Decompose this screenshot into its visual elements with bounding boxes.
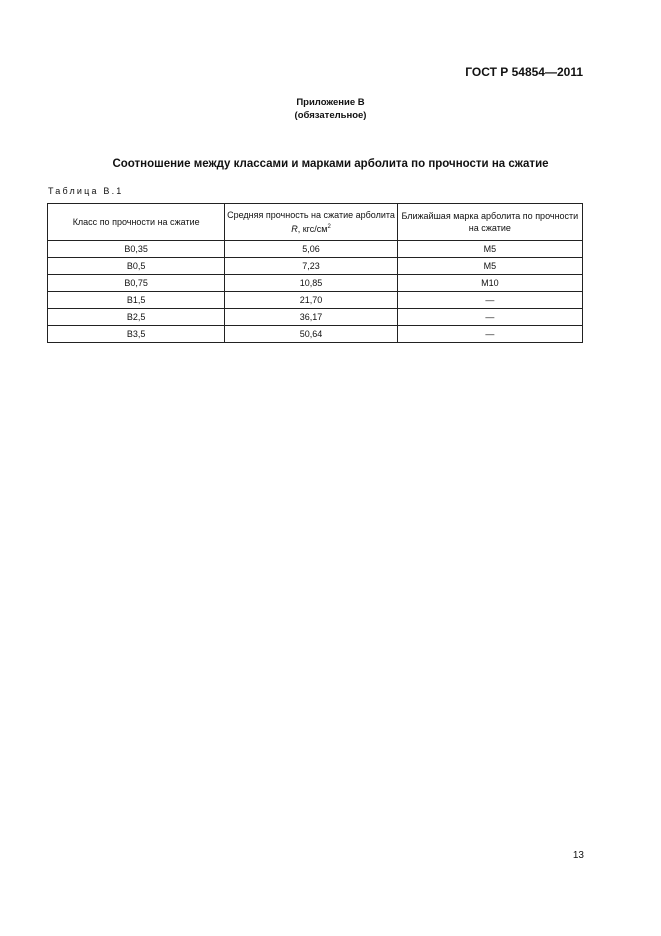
table-label: Таблица В.1 — [48, 186, 124, 196]
cell-strength: 10,85 — [225, 275, 397, 292]
table-row — [48, 258, 583, 275]
table-row — [48, 309, 583, 326]
cell-class: B0,75 — [48, 275, 225, 292]
cell-strength: 50,64 — [225, 326, 397, 343]
cell-grade: — — [397, 292, 582, 309]
cell-strength: 36,17 — [225, 309, 397, 326]
section-heading: Соотношение между классами и марками арболита по прочности на сжатие — [112, 158, 549, 170]
cell-strength: 21,70 — [225, 292, 397, 309]
cell-class: B1,5 — [48, 292, 225, 309]
table-body — [48, 241, 583, 343]
column-header-grade: Ближайшая марка арболита по прочности на сжатие — [397, 204, 582, 241]
table-row — [48, 241, 583, 258]
annex-block — [0, 96, 661, 122]
strength-unit: , кгс/см — [297, 224, 328, 234]
cell-grade: — — [397, 326, 582, 343]
table-header-row — [48, 204, 583, 241]
annex-status: (обязательное) — [294, 110, 367, 121]
cell-class: B3,5 — [48, 326, 225, 343]
strength-symbol: R — [291, 224, 298, 234]
document-code: ГОСТ Р 54854—2011 — [465, 65, 583, 79]
column-header-class: Класс по прочности на сжатие — [48, 204, 225, 241]
cell-grade: M5 — [397, 258, 582, 275]
cell-grade: M5 — [397, 241, 582, 258]
cell-strength: 5,06 — [225, 241, 397, 258]
column-header-strength-text: Средняя прочность на сжатие арболита — [227, 210, 395, 220]
cell-grade: — — [397, 309, 582, 326]
cell-grade: M10 — [397, 275, 582, 292]
cell-class: B0,35 — [48, 241, 225, 258]
data-table — [47, 203, 583, 343]
table-row — [48, 275, 583, 292]
table-row — [48, 292, 583, 309]
cell-strength: 7,23 — [225, 258, 397, 275]
strength-unit-exponent: 2 — [327, 224, 331, 230]
column-header-strength — [225, 204, 397, 241]
cell-class: B0,5 — [48, 258, 225, 275]
table-row — [48, 326, 583, 343]
page-number: 13 — [572, 850, 584, 861]
cell-class: B2,5 — [48, 309, 225, 326]
annex-title: Приложение В — [296, 97, 365, 108]
